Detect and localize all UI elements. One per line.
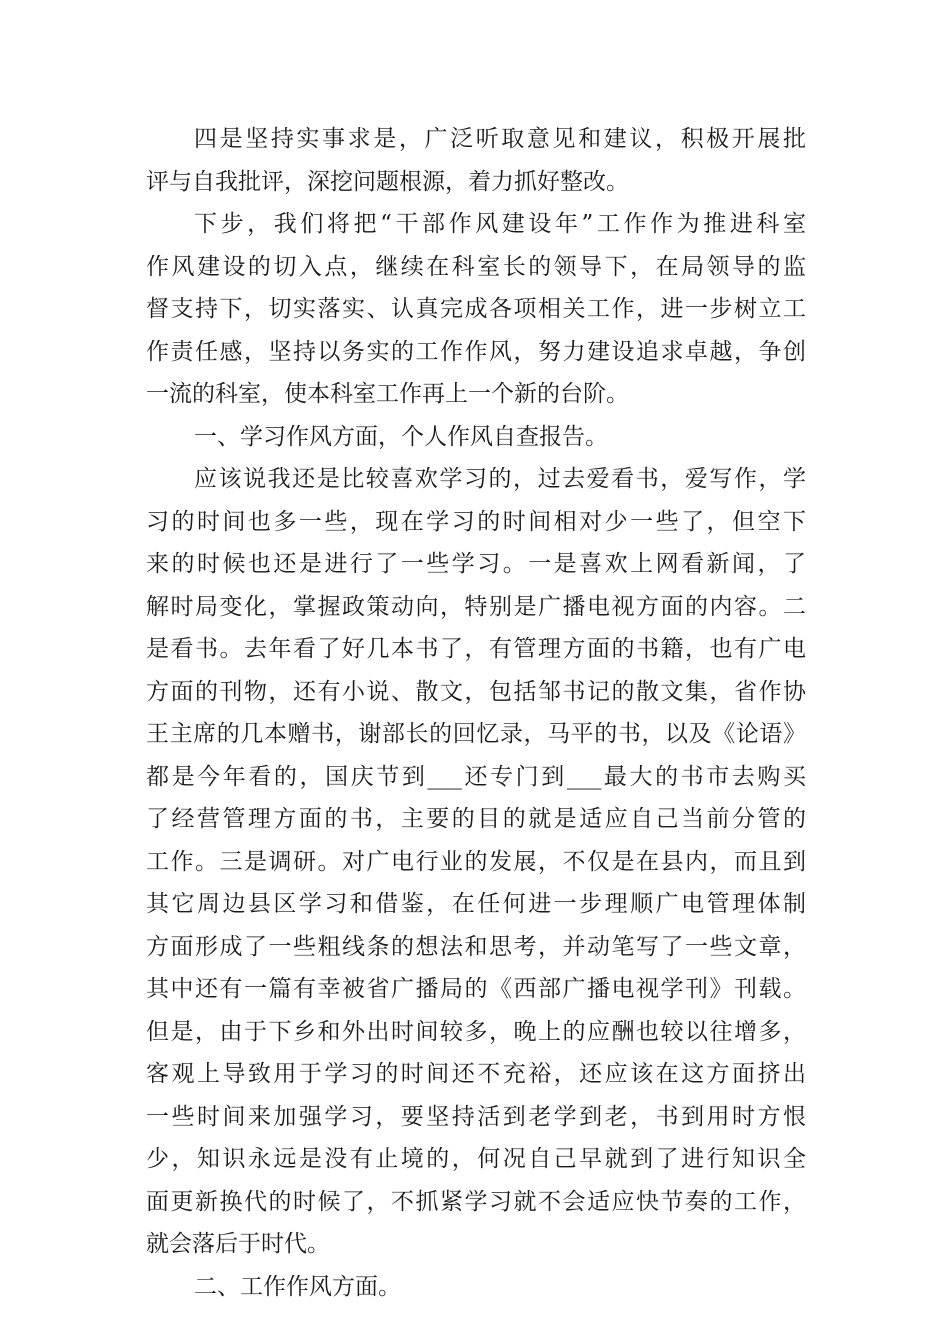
text-line: 评与自我批评，深挖问题根源，着力抓好整改。 — [146, 168, 629, 195]
text-line: 都是今年看的，国庆节到___还专门到___最大的书市去购买 — [146, 763, 806, 790]
text-line: 了经营管理方面的书，主要的目的就是适应自己当前分管的 — [146, 806, 806, 832]
text-line: 来的时候也还是进行了一些学习。一是喜欢上网看新闻，了 — [146, 551, 806, 577]
text-line: 就会落后于时代。 — [146, 1231, 330, 1257]
text-line: 工作。三是调研。对广电行业的发展，不仅是在县内，而且到 — [146, 848, 806, 875]
text-line: 作风建设的切入点，继续在科室长的领导下，在局领导的监 — [146, 253, 806, 280]
text-line: 其中还有一篇有幸被省广播局的《西部广播电视学刊》刊载。 — [146, 976, 806, 1002]
text-line: 解时局变化，掌握政策动向，特别是广播电视方面的内容。二 — [146, 593, 806, 620]
text-line: 是看书。去年看了好几本书了，有管理方面的书籍，也有广电 — [146, 636, 806, 662]
text-line: 一些时间来加强学习，要坚持活到老学到老，书到用时方恨 — [146, 1103, 806, 1130]
text-line: 方面的刊物，还有小说、散文，包括邹书记的散文集，省作协 — [146, 678, 806, 705]
text-line: 四是坚持实事求是，广泛听取意见和建议，积极开展批 — [194, 126, 806, 152]
text-line: 作责任感，坚持以务实的工作作风，努力建设追求卓越，争创 — [146, 338, 806, 365]
text-line: 应该说我还是比较喜欢学习的，过去爱看书，爱写作，学 — [194, 466, 806, 492]
text-line: 下步，我们将把“干部作风建设年”工作作为推进科室 — [194, 211, 806, 237]
text-line: 方面形成了一些粗线条的想法和思考，并动笔写了一些文章， — [146, 933, 806, 960]
section-heading: 一、学习作风方面，个人作风自查报告。 — [194, 423, 608, 450]
document-body — [146, 118, 806, 1308]
text-line: 习的时间也多一些，现在学习的时间相对少一些了，但空下 — [146, 508, 806, 535]
text-line: 其它周边县区学习和借鉴，在任何进一步理顺广电管理体制 — [146, 891, 806, 917]
section-heading: 二、工作作风方面。 — [194, 1273, 401, 1300]
text-line: 王主席的几本赠书，谢部长的回忆录，马平的书，以及《论语》 — [146, 721, 806, 747]
text-line: 面更新换代的时候了，不抓紧学习就不会适应快节奏的工作， — [146, 1188, 806, 1215]
text-line: 一流的科室，使本科室工作再上一个新的台阶。 — [146, 381, 629, 407]
text-line: 客观上导致用于学习的时间还不充裕，还应该在这方面挤出 — [146, 1061, 806, 1087]
text-line: 但是，由于下乡和外出时间较多，晚上的应酬也较以往增多， — [146, 1018, 806, 1045]
text-line: 少，知识永远是没有止境的，何况自己早就到了进行知识全 — [146, 1146, 806, 1172]
text-line: 督支持下，切实落实、认真完成各项相关工作，进一步树立工 — [146, 296, 806, 322]
